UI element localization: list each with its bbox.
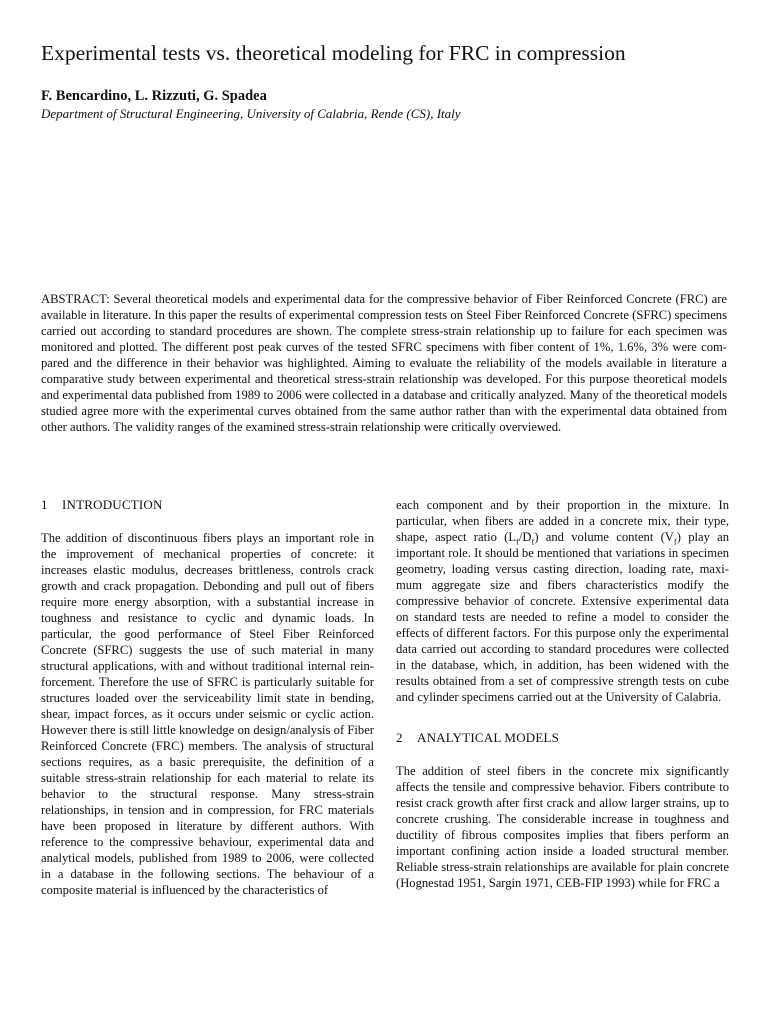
text-run: ) and volume content (V bbox=[534, 530, 674, 544]
section-spacer bbox=[396, 705, 729, 730]
section-title: ANALYTICAL MODELS bbox=[417, 730, 560, 745]
section-title: INTRODUCTION bbox=[62, 497, 163, 512]
subscript: f bbox=[531, 536, 535, 547]
introduction-paragraph-continued bbox=[396, 497, 729, 705]
left-column bbox=[41, 497, 374, 898]
paper-title: Experimental tests vs. theoretical modeling for FRC in compression bbox=[41, 41, 626, 65]
introduction-paragraph: The addition of discontinuous fibers plays an important role in the improvement of mechanical properties of concrete: it increases elastic modulus, decreases brittleness, controls crack growth and crack propagation. Debonding and pull out of fibers require more energy absorption, with a substantial increase in toughness and resistance to cyclic and dynamic loads. In particular, the good performance of Steel Fiber Reinforced Concrete (SFRC) suggests the use of such material in many structural applications, with and without traditional internal reinforcement. Therefore the use of SFRC is particularly suitable for structures loaded over the serviceability limit state in bending, shear, impact forces, as it occurs under seismic or cyclic action. However there is still little knowledge on design/analysis of Fiber Reinforced Concrete (FRC) members. The analysis of structural sections requires, as a basic prerequisite, the definition of a suitable stress-strain relationship for each material to relate its behavior to the structural response. Many stress-strain relationships, in tension and in compression, for FRC materials have been proposed in literature by different authors. With reference to the compressive behaviour, experimental data and analytical models, published from 1989 to 2006, were collected in a database in the following sections. The behaviour of a composite material is influenced by the characteristics of bbox=[41, 531, 374, 897]
right-column bbox=[396, 497, 729, 891]
abstract: ABSTRACT: Several theoretical models and experimental data for the compressive behavior of Fiber Reinforced Concrete (FRC) are available in literature. In this paper the results of experimental compression tests on Steel Fiber Reinforced Concrete (SFRC) specimens carried out according to standard procedures are shown. The complete stress-strain relationship up to failure for each specimen was monitored and plotted. The different post peak curves of the tested SFRC specimens with fiber content of 1%, 1.6%, 3% were compared and the difference in their behavior was highlighted. Aiming to evaluate the reliability of the models available in literature a comparative study between experimental and theoretical stress-strain relationship was developed. For this purpose theoretical models and experimental data published from 1989 to 2006 were collected in a database and critically analyzed. Many of the theoretical models studied agree more with the experimental curves obtained from the same author rather than with the experimental data obtained from other authors. The validity ranges of the examined stress-strain relationship were critically overviewed. bbox=[41, 292, 727, 434]
subscript: f bbox=[516, 536, 519, 547]
affiliation: Department of Structural Engineering, University of Calabria, Rende (CS), Italy bbox=[41, 106, 461, 121]
section-number: 1 bbox=[41, 497, 48, 512]
analytical-models-paragraph: The addition of steel fibers in the concrete mix significantly affects the tensile and compressive behavior. Fibers contribute to resist crack growth after first crack and allow larger strains, up to concrete crushing. The considerable increase in toughness and ductility of fibrous composites implies that fibers perform an important confining action inside a loaded structural member. Reliable stress-strain relationships are available for plain concrete (Hognestad 1951, Sargin 1971, CEB-FIP 1993) while for FRC a bbox=[396, 764, 729, 890]
author-list: F. Bencardino, L. Rizzuti, G. Spadea bbox=[41, 88, 267, 104]
subscript: f bbox=[673, 536, 677, 547]
text-run: each component and by their proportion in the mixture. In particular, when fibers are added in a concrete mix, their type, shape, aspect ratio (L bbox=[396, 498, 729, 544]
text-run: ) play an important role. It should be mentioned that variations in specimen geometry, loading versus casting direction, loading rate, maximum aggregate size and fibers characteristics modify the compressive behavior of concrete. Extensive experimental data on standard tests are needed to refine a model to consider the effects of different factors. For this purpose only the experimental data carried out according to standard procedures were collected in the database, which, in addition, has been widened with the results obtained from a set of compressive strength tests on cube and cylinder specimens carried out at the University of Calabria. bbox=[396, 530, 730, 704]
section-heading-introduction bbox=[41, 497, 374, 513]
section-heading-analytical-models bbox=[396, 730, 729, 746]
text-run: /D bbox=[518, 530, 532, 544]
section-number: 2 bbox=[396, 730, 403, 745]
